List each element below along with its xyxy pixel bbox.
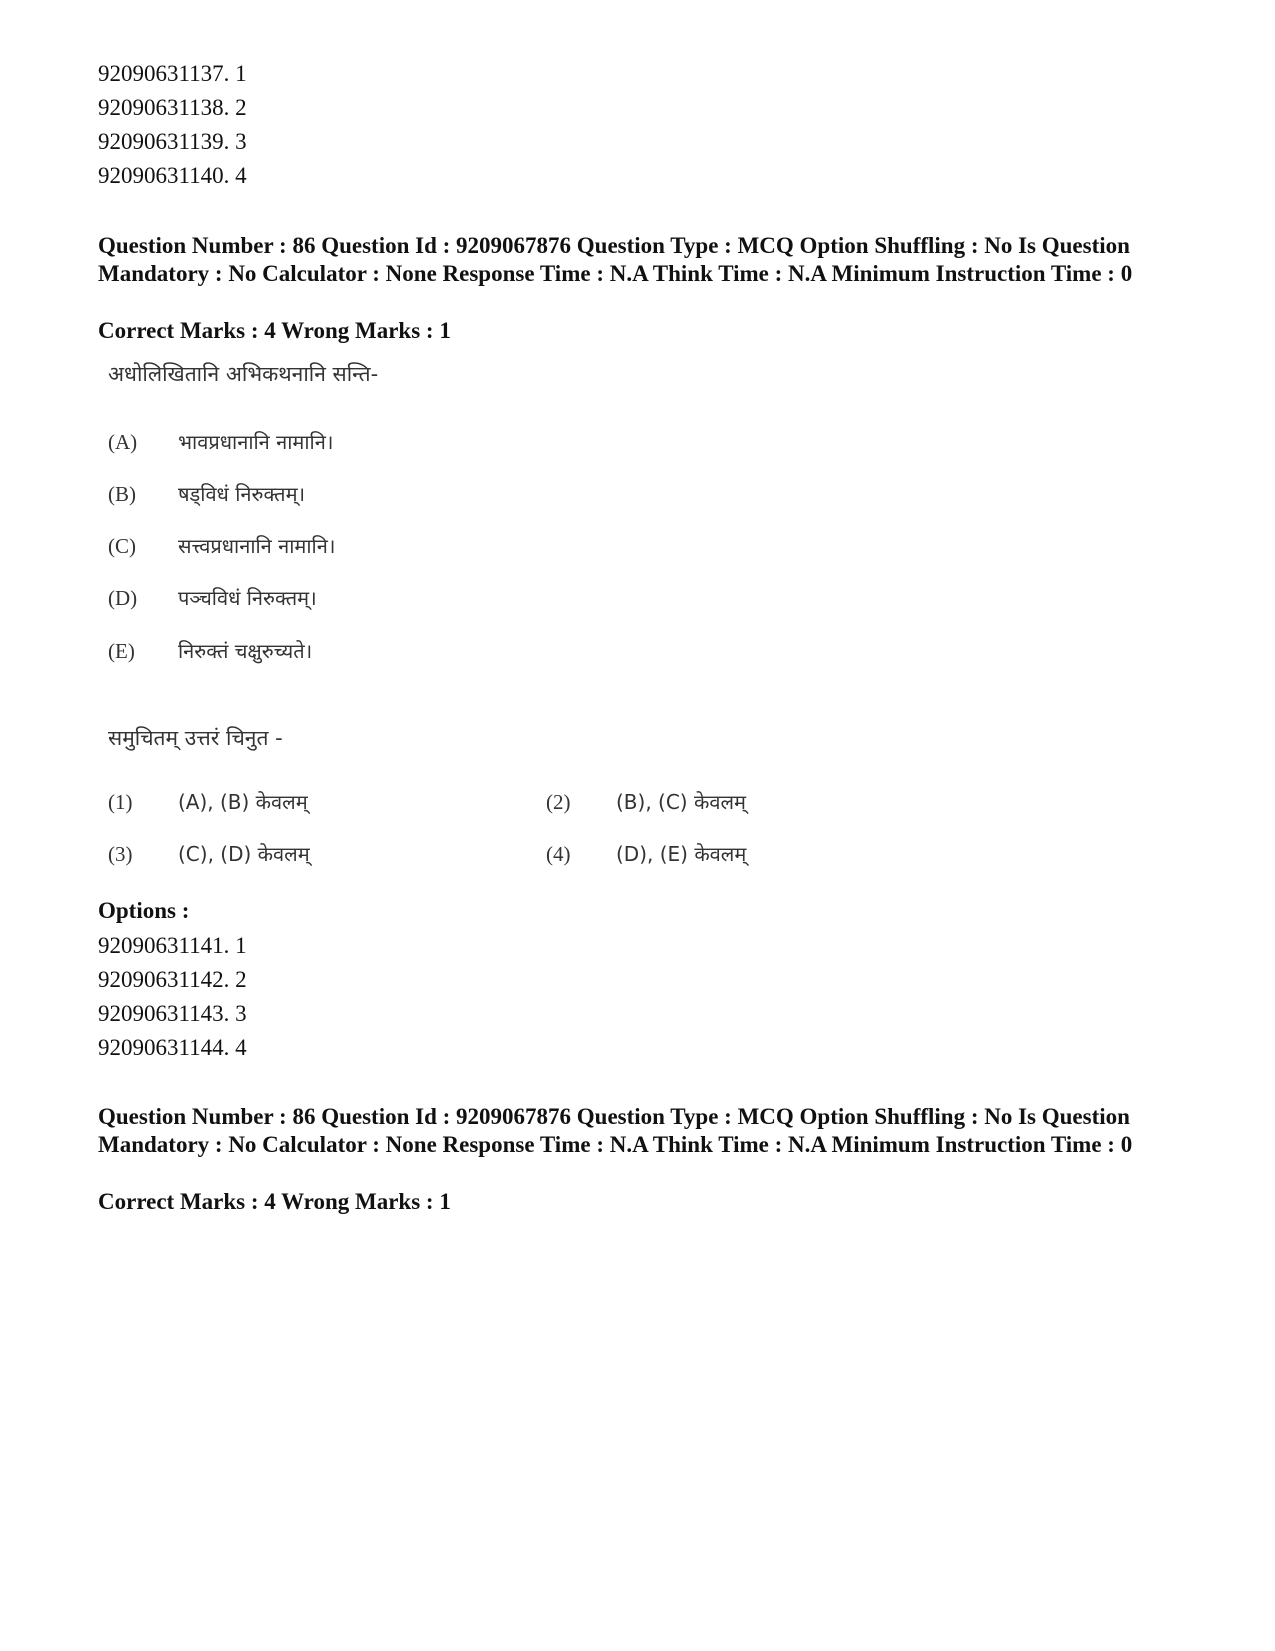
choice-3 bbox=[108, 840, 310, 867]
statement-label: (B) bbox=[108, 482, 136, 506]
previous-options-list bbox=[98, 57, 247, 193]
option-item: 92090631140. 4 bbox=[98, 163, 247, 188]
choice-2 bbox=[546, 788, 746, 815]
choice-label: (4) bbox=[546, 842, 571, 866]
statement-text: भावप्रधानानि नामानि। bbox=[178, 430, 334, 454]
choice-1 bbox=[108, 788, 308, 815]
statement-text: षड्विधं निरुक्तम्। bbox=[178, 482, 306, 506]
statement-text: सत्त्वप्रधानानि नामानि। bbox=[178, 534, 336, 558]
answer-prompt: समुचितम् उत्तरं चिनुत - bbox=[108, 726, 283, 750]
question-header: Question Number : 86 Question Id : 9209067876 Question Type : MCQ Option Shuffling : No Is Question Mandatory : No Calculator : None Response Time : N.A Think Time : N.A Minimum Instruction Time : 0 bbox=[98, 1104, 1133, 1157]
choice-text: (C), (D) केवलम् bbox=[178, 842, 310, 866]
choice-text: (D), (E) केवलम् bbox=[616, 842, 747, 866]
question-stem: अधोलिखितानि अभिकथनानि सन्ति- bbox=[108, 362, 379, 386]
statement-c bbox=[108, 532, 335, 559]
choice-text: (A), (B) केवलम् bbox=[178, 790, 308, 814]
choice-4 bbox=[546, 840, 746, 867]
option-item: 92090631144. 4 bbox=[98, 1035, 247, 1060]
question-marks: Correct Marks : 4 Wrong Marks : 1 bbox=[98, 318, 451, 343]
option-item: 92090631137. 1 bbox=[98, 61, 247, 86]
statement-label: (C) bbox=[108, 534, 136, 558]
option-item: 92090631141. 1 bbox=[98, 933, 247, 958]
statement-b bbox=[108, 480, 305, 507]
statement-text: निरुक्तं चक्षुरुच्यते। bbox=[178, 639, 313, 663]
option-item: 92090631142. 2 bbox=[98, 967, 247, 992]
statement-label: (A) bbox=[108, 430, 138, 454]
statement-label: (E) bbox=[108, 639, 135, 663]
option-item: 92090631143. 3 bbox=[98, 1001, 247, 1026]
statement-a bbox=[108, 428, 333, 455]
choice-text: (B), (C) केवलम् bbox=[616, 790, 746, 814]
statement-e bbox=[108, 637, 312, 664]
choice-label: (1) bbox=[108, 790, 133, 814]
option-item: 92090631138. 2 bbox=[98, 95, 247, 120]
options-label: Options : bbox=[98, 898, 190, 923]
choice-label: (3) bbox=[108, 842, 133, 866]
statement-label: (D) bbox=[108, 586, 138, 610]
choice-label: (2) bbox=[546, 790, 571, 814]
option-item: 92090631139. 3 bbox=[98, 129, 247, 154]
statement-d bbox=[108, 584, 317, 611]
statement-text: पञ्चविधं निरुक्तम्। bbox=[178, 586, 317, 610]
question-marks: Correct Marks : 4 Wrong Marks : 1 bbox=[98, 1189, 451, 1214]
question-header: Question Number : 86 Question Id : 9209067876 Question Type : MCQ Option Shuffling : No Is Question Mandatory : No Calculator : None Response Time : N.A Think Time : N.A Minimum Instruction Time : 0 bbox=[98, 233, 1133, 286]
options-list bbox=[98, 929, 247, 1065]
